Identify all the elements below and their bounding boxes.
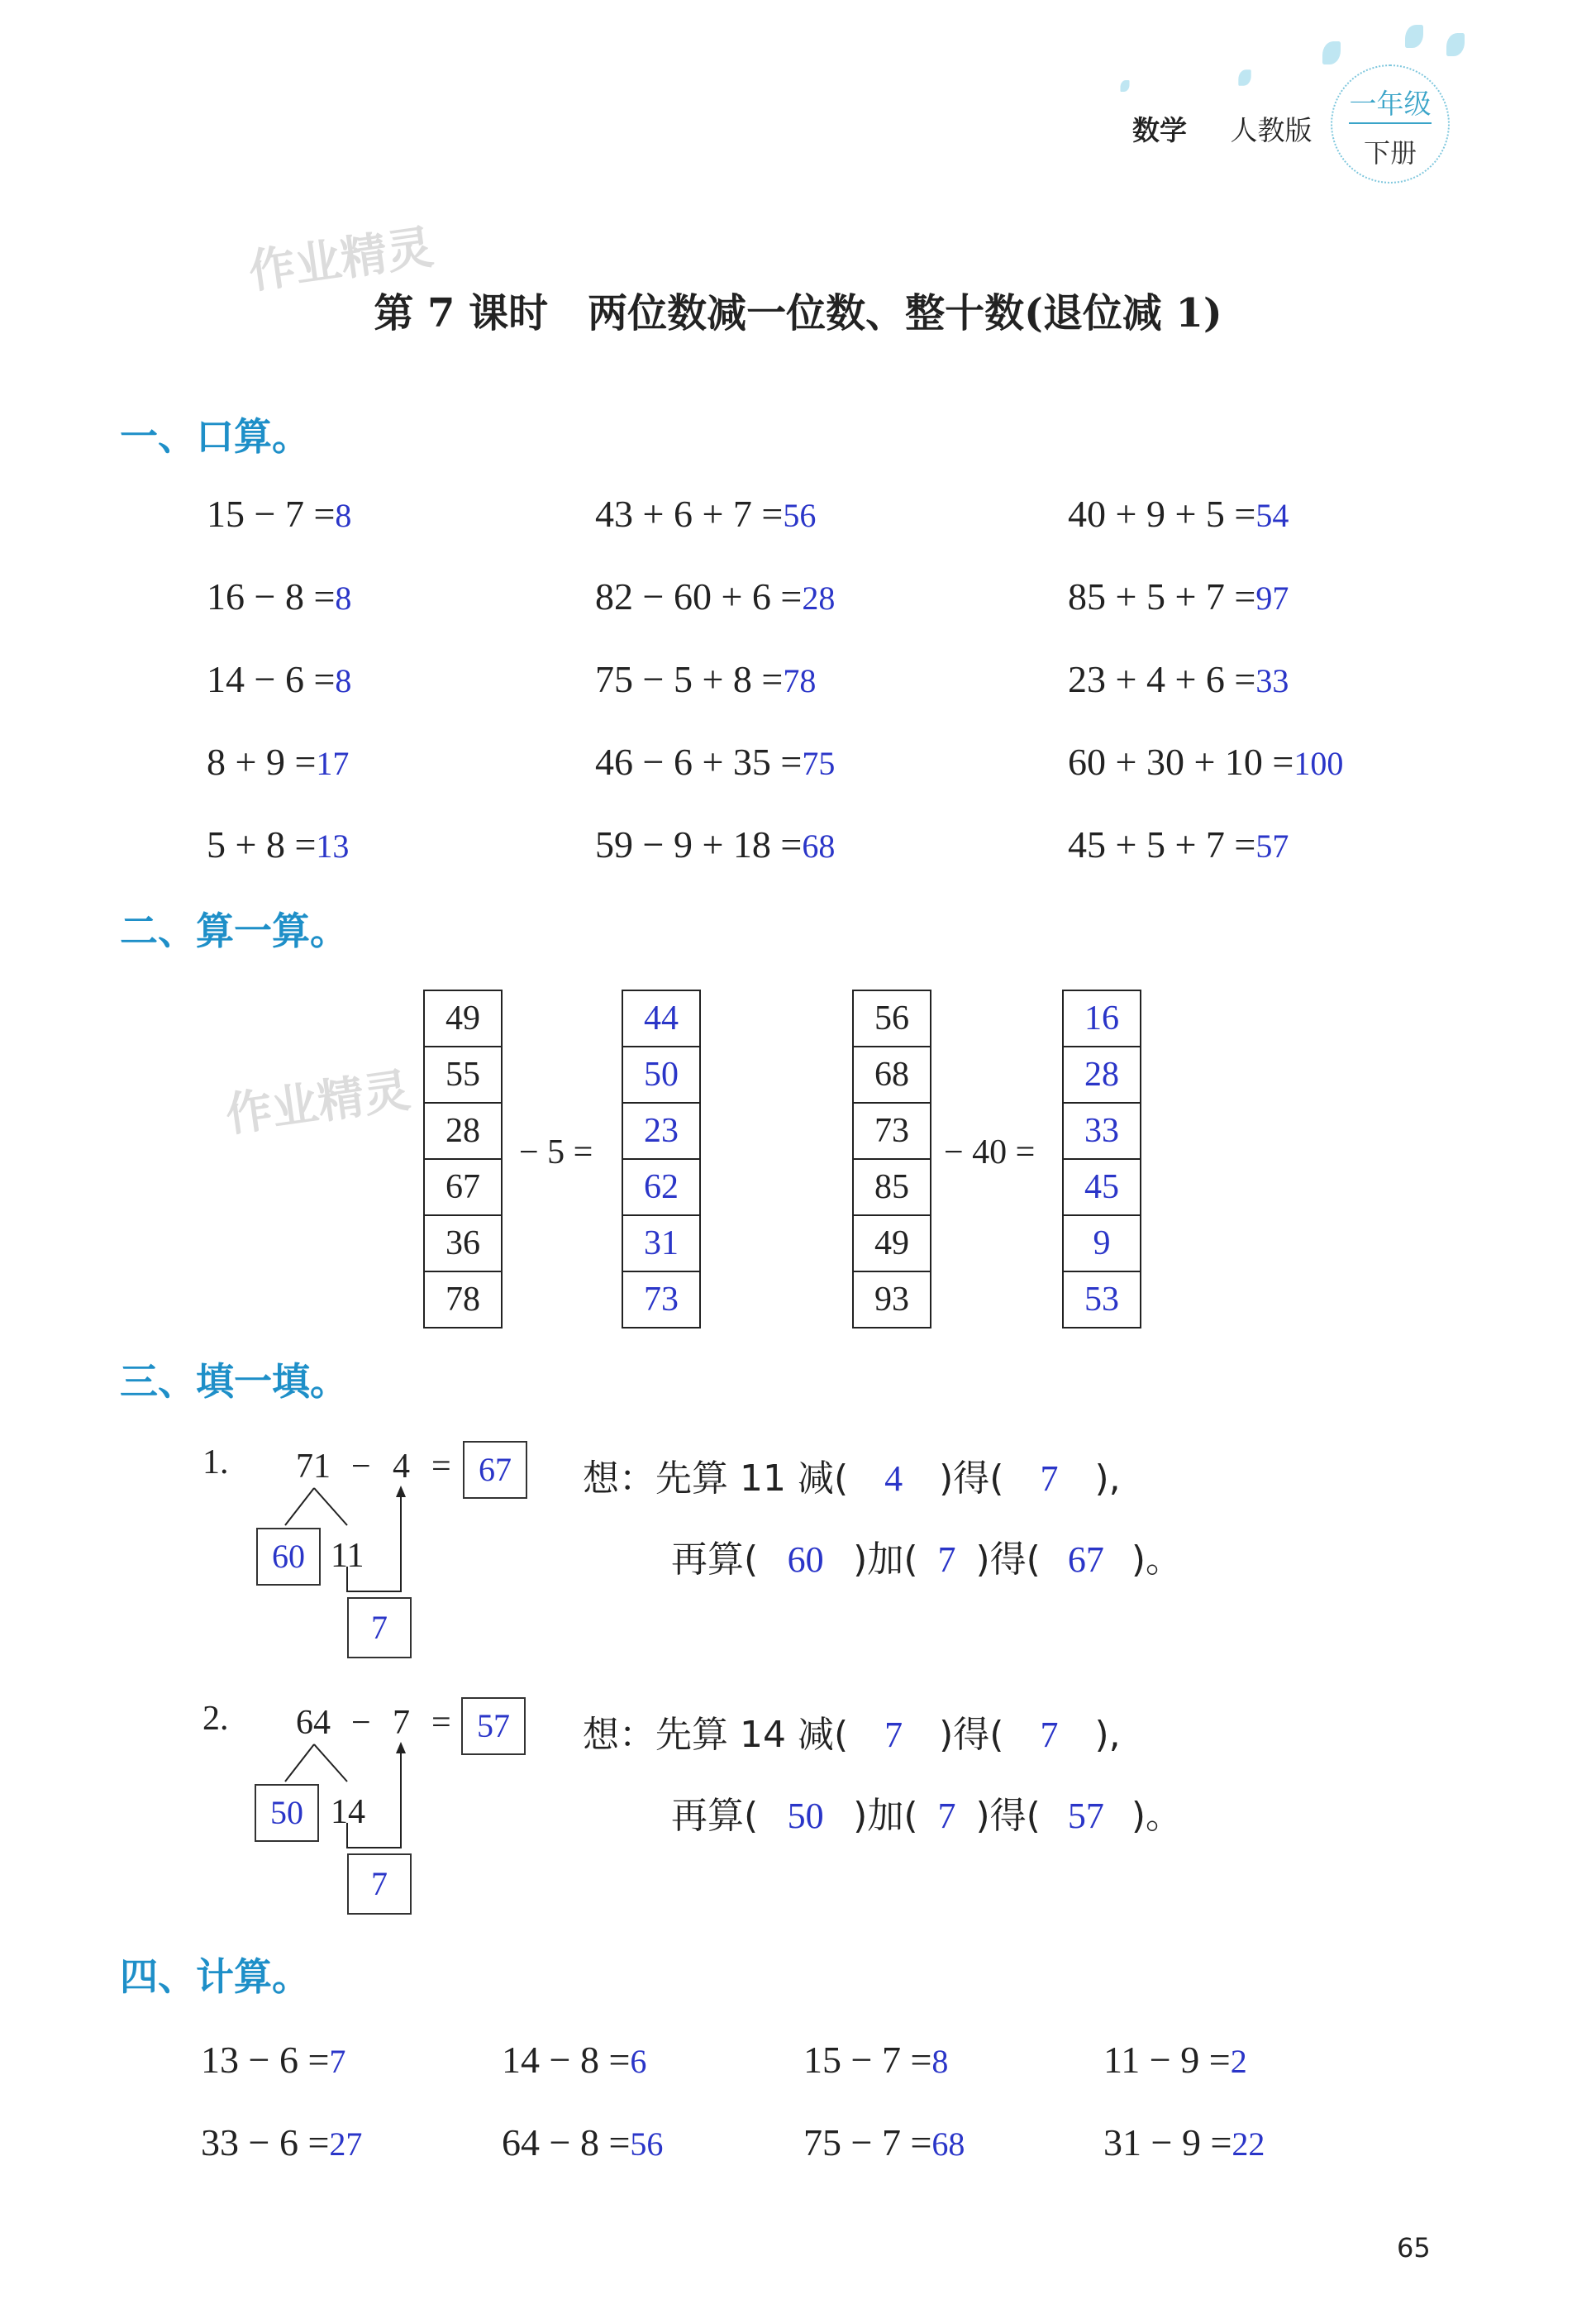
input-cell: 36 xyxy=(425,1216,501,1272)
problem-text: 40 + 9 + 5 = xyxy=(1068,493,1256,535)
problem-text: 75 − 5 + 8 = xyxy=(595,658,784,700)
problem-number: 1. xyxy=(202,1443,229,1481)
minus-sign: − xyxy=(351,1704,371,1742)
badge-divider xyxy=(1349,122,1432,124)
problem-text: 43 + 6 + 7 = xyxy=(595,493,784,535)
think-line-2: 再算( 50 )加( 7 )得( 57 )。 xyxy=(671,1795,1183,1837)
answer-text: 75 xyxy=(802,745,836,782)
oral-problem xyxy=(1068,657,1289,701)
input-cell: 49 xyxy=(854,1216,930,1272)
answer-text: 68 xyxy=(931,2125,965,2163)
split-tens-box: 60 xyxy=(256,1528,321,1586)
oral-problem xyxy=(1068,575,1289,618)
page-title: 第 7 课时 两位数减一位数、整十数(退位减 1) xyxy=(374,290,1222,336)
equals-sign: = xyxy=(431,1704,451,1742)
answer-text: 8 xyxy=(335,497,352,534)
answer-blank: 67 xyxy=(1067,1539,1104,1580)
problem-text: 23 + 4 + 6 = xyxy=(1068,658,1256,700)
subject-label: 数学 xyxy=(1132,114,1187,146)
problem-text: 75 − 7 = xyxy=(803,2121,932,2163)
output-cell: 62 xyxy=(623,1160,699,1216)
operation-label-1: − 5 = xyxy=(519,1133,593,1171)
output-cell: 9 xyxy=(1064,1216,1140,1272)
compute-problem xyxy=(201,2120,362,2164)
oral-problem xyxy=(595,740,835,784)
answer-blank: 7 xyxy=(884,1715,903,1755)
input-cell: 49 xyxy=(425,991,501,1047)
output-cell: 53 xyxy=(1084,1281,1119,1319)
compute-problem xyxy=(1103,2120,1265,2164)
output-cell: 45 xyxy=(1064,1160,1140,1216)
answer-text: 33 xyxy=(1255,662,1289,699)
result-box: 57 xyxy=(461,1697,526,1755)
answer-text: 6 xyxy=(630,2043,647,2080)
split-tens-box: 50 xyxy=(255,1784,319,1842)
input-cell: 93 xyxy=(874,1281,909,1319)
oral-problem xyxy=(207,575,351,618)
problem-text: 59 − 9 + 18 = xyxy=(595,823,803,866)
oral-problem xyxy=(595,492,816,536)
oral-problem xyxy=(1068,823,1289,866)
problem-text: 85 + 5 + 7 = xyxy=(1068,575,1256,618)
answer-text: 56 xyxy=(630,2125,664,2163)
compute-problem xyxy=(803,2120,965,2164)
minus-sign: − xyxy=(351,1448,371,1486)
think-line-2: 再算( 60 )加( 7 )得( 67 )。 xyxy=(671,1538,1183,1581)
answer-text: 7 xyxy=(329,2043,346,2080)
answer-blank: 7 xyxy=(937,1539,956,1580)
problem-text: 64 − 8 = xyxy=(502,2121,631,2163)
input-column-2 xyxy=(852,990,931,1328)
subtrahend: 4 xyxy=(393,1448,410,1486)
answer-text: 27 xyxy=(329,2125,363,2163)
answer-text: 57 xyxy=(1255,828,1289,865)
oral-problem xyxy=(595,575,835,618)
compute-problem xyxy=(201,2038,345,2082)
input-column-1 xyxy=(423,990,503,1328)
answer-text: 54 xyxy=(1255,497,1289,534)
answer-text: 28 xyxy=(802,580,836,617)
section-4-heading: 四、计算。 xyxy=(120,1954,310,1999)
input-cell: 67 xyxy=(425,1160,501,1216)
compute-problem xyxy=(803,2038,948,2082)
answer-text: 17 xyxy=(316,745,350,782)
page-header xyxy=(1132,109,1313,148)
result-box: 67 xyxy=(463,1441,527,1499)
oral-problem xyxy=(207,492,351,536)
input-cell: 55 xyxy=(425,1047,501,1104)
input-cell: 56 xyxy=(854,991,930,1047)
output-cell: 16 xyxy=(1064,991,1140,1047)
oral-problem xyxy=(207,657,351,701)
difference-box: 7 xyxy=(347,1597,412,1658)
page-number: 65 xyxy=(1397,2232,1431,2263)
split-ones: 14 xyxy=(331,1793,365,1831)
compute-problem xyxy=(502,2038,646,2082)
problem-text: 45 + 5 + 7 = xyxy=(1068,823,1256,866)
problem-text: 31 − 9 = xyxy=(1103,2121,1232,2163)
output-cell: 28 xyxy=(1064,1047,1140,1104)
answer-text: 100 xyxy=(1293,745,1344,782)
oral-problem xyxy=(1068,492,1289,536)
answer-text: 22 xyxy=(1232,2125,1265,2163)
problem-text: 15 − 7 = xyxy=(207,493,336,535)
problem-text: 33 − 6 = xyxy=(201,2121,330,2163)
think-line-1: 想：先算 11 减( 4 )得( 7 ), xyxy=(583,1457,1121,1500)
answer-text: 56 xyxy=(783,497,817,534)
minuend: 71 xyxy=(296,1448,331,1486)
answer-blank: 4 xyxy=(884,1458,903,1499)
output-cell: 50 xyxy=(623,1047,699,1104)
problem-text: 82 − 60 + 6 = xyxy=(595,575,803,618)
difference-box: 7 xyxy=(347,1853,412,1915)
problem-text: 13 − 6 = xyxy=(201,2039,330,2081)
answer-text: 8 xyxy=(335,580,352,617)
section-1-heading: 一、口算。 xyxy=(120,414,310,459)
answer-blank: 50 xyxy=(787,1796,824,1836)
output-column-1 xyxy=(622,990,701,1328)
input-cell: 28 xyxy=(425,1104,501,1160)
answer-blank: 7 xyxy=(1040,1715,1059,1755)
problem-text: 16 − 8 = xyxy=(207,575,336,618)
answer-blank: 7 xyxy=(937,1796,956,1836)
answer-text: 97 xyxy=(1255,580,1289,617)
output-cell: 44 xyxy=(623,991,699,1047)
problem-number: 2. xyxy=(202,1700,229,1738)
answer-text: 13 xyxy=(316,828,350,865)
output-cell: 31 xyxy=(623,1216,699,1272)
section-2-heading: 二、算一算。 xyxy=(120,909,348,953)
section-3-heading: 三、填一填。 xyxy=(120,1359,348,1404)
compute-problem xyxy=(1103,2038,1247,2082)
answer-blank: 57 xyxy=(1067,1796,1104,1836)
problem-text: 60 + 30 + 10 = xyxy=(1068,741,1294,783)
problem-text: 14 − 6 = xyxy=(207,658,336,700)
oral-problem xyxy=(595,823,835,866)
operation-label-2: − 40 = xyxy=(944,1133,1036,1171)
problem-text: 46 − 6 + 35 = xyxy=(595,741,803,783)
problem-text: 15 − 7 = xyxy=(803,2039,932,2081)
watermark-1: 作业精灵 xyxy=(245,220,437,300)
oral-problem xyxy=(207,823,349,866)
answer-text: 78 xyxy=(783,662,817,699)
oral-problem xyxy=(595,657,816,701)
problem-text: 8 + 9 = xyxy=(207,741,317,783)
oral-problem xyxy=(1068,740,1343,784)
answer-text: 2 xyxy=(1230,2043,1247,2080)
answer-text: 8 xyxy=(335,662,352,699)
input-cell: 78 xyxy=(445,1281,480,1319)
input-cell: 73 xyxy=(854,1104,930,1160)
minuend: 64 xyxy=(296,1704,331,1742)
equals-sign: = xyxy=(431,1448,451,1486)
grade-badge xyxy=(1331,64,1450,184)
answer-blank: 60 xyxy=(787,1539,824,1580)
answer-text: 68 xyxy=(802,828,836,865)
edition-label: 人教版 xyxy=(1230,114,1313,146)
output-cell: 23 xyxy=(623,1104,699,1160)
output-cell: 33 xyxy=(1064,1104,1140,1160)
answer-text: 8 xyxy=(931,2043,949,2080)
volume-label: 下册 xyxy=(1363,137,1417,169)
output-cell: 73 xyxy=(644,1281,679,1319)
split-ones: 11 xyxy=(331,1537,364,1575)
think-line-1: 想：先算 14 减( 7 )得( 7 ), xyxy=(583,1714,1121,1756)
problem-text: 5 + 8 = xyxy=(207,823,317,866)
watermark-2: 作业精灵 xyxy=(222,1063,414,1143)
problem-text: 14 − 8 = xyxy=(502,2039,631,2081)
input-cell: 85 xyxy=(854,1160,930,1216)
grade-label: 一年级 xyxy=(1349,88,1432,120)
output-column-2 xyxy=(1062,990,1141,1328)
compute-problem xyxy=(502,2120,663,2164)
answer-blank: 7 xyxy=(1040,1458,1059,1499)
problem-text: 11 − 9 = xyxy=(1103,2039,1231,2081)
subtrahend: 7 xyxy=(393,1704,410,1742)
oral-problem xyxy=(207,740,349,784)
input-cell: 68 xyxy=(854,1047,930,1104)
